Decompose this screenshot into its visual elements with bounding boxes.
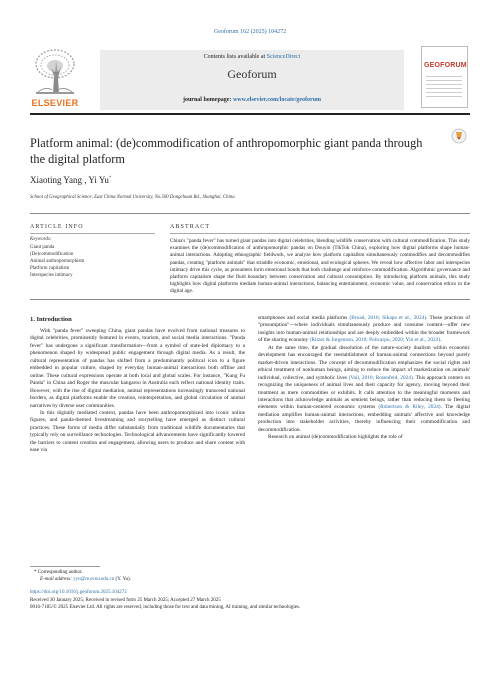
paragraph: Research on animal (de)commodification highlights the role of [268,434,403,441]
corresponding-author-note: * Corresponding author. [34,570,83,575]
footnote-rule [30,566,100,567]
body-column-right [258,315,470,442]
section-heading-introduction: 1. Introduction [30,316,72,323]
abstract-heading: ABSTRACT [170,224,211,230]
sciencedirect-link[interactable]: ScienceDirect [266,54,301,60]
citation-link[interactable]: (Ritzer & Jurgenson, 2010; Policarpo, 2020; Yin et al., 2023) [309,337,441,344]
affiliation: School of Geographical Science, East China Normal University, No.500 Dongchuan Rd., Shanghai, China [30,195,235,200]
article-title: Platform animal: (de)commodification of anthropomorphic giant panda through the digital platform [30,136,423,166]
paragraph: In this digitally mediated context, pandas have been anthropomorphized into iconic online figures, and panda-themed livestreaming and storytelling have emerged as distinct cultural practices. These forms of media differ substantially from traditional wildlife documentaries that typically rely on surveillance technologies. Technological advancements have significantly lowered the barriers to content creation and engagement, allowing users to produce and share content with ease via [30,409,245,454]
homepage-line: journal homepage: www.elsevier.com/locate/geoforum [182,97,322,103]
citation-link[interactable]: (Broad, 2016; Sikapa et al., 2024) [349,315,427,321]
email-link[interactable]: yyu@re.ecnu.edu.cn [73,577,115,582]
journal-title: Geoforum [227,67,277,81]
keywords-label: Keywords: [30,237,52,242]
keyword: Animal anthropomorphism [30,259,85,265]
journal-reference[interactable]: Geoforum 162 (2025) 104272 [213,29,287,35]
divider [30,299,470,300]
journal-homepage-link[interactable]: www.elsevier.com/locate/geoforum [232,97,322,103]
paragraph: With "panda fever" sweeping China, giant pandas have evolved from national treasures to digital celebrities, prominently featured in events, tourism, and social media interactions. "Panda fever" has undergone a significant transformation—from a symbol of state-led diplomacy to a phenomenon shaped by widespread public engagement through digital media. As a result, the cultural representation of pandas has shifted from a predominantly political icon to a figure embedded in popular culture, shaped by everyday human-animal interactions both offline and online. These cultural expressions operate at both local and global scales. For instance, "Kung Fu Panda" in China and Roger the muscular kangaroo in Australia each reflect national identity traits. However, with the rise of digital mediation, animal representations increasingly transcend national borders, as digital platforms enable the creation, reinterpretation, and global circulation of animal narratives by diverse user communities. [30,328,245,409]
elsevier-wordmark: ELSEVIER [31,98,79,108]
copyright-line: 0016-7185/© 2025 Elsevier Ltd. All rights are reserved, including those for text and data mining, AI training, and similar technologies. [30,605,301,610]
received-dates: Received 30 January 2025; Received in revised form 25 March 2025; Accepted 27 March 2025 [30,598,221,603]
keyword-list [30,244,84,279]
check-for-updates-icon[interactable] [451,128,467,144]
body-column-left [30,328,245,455]
cover-journal-name: GEOFORUM [424,62,467,69]
citation-link[interactable]: (Vail, 2010; Rosenfeld, 2024) [348,374,413,381]
corresponding-author-mark[interactable]: * [108,176,112,181]
email-note: E-mail address: yyu@re.ecnu.edu.cn (Y. Yu). [40,577,131,582]
contents-line: Contents lists available at ScienceDirect [203,54,301,60]
citation-link[interactable]: (Robertson & Riley, 2024) [378,404,441,411]
keyword: (De)commodification [30,252,74,258]
abstract-rule [170,233,470,234]
keyword: Interspecies intimacy [30,273,73,279]
article-info-rule [30,233,155,234]
article-info-heading: ARTICLE INFO [30,224,84,230]
cover-decoration [426,76,462,100]
keyword: Platform capitalism [30,266,70,272]
author-list[interactable]: Xiaoting Yang , Yi Yu* [30,175,112,185]
divider [30,213,470,214]
header-rule [30,113,470,115]
paragraph: At the same time, the gradual dissolution of the nature-society dualism within economic development has encouraged the reestablishment of human-animal connections beyond purely market-driven interactions. The concept of decommodification emphasizes the social rights and ethical treatment of nonhuman beings, aiming to reduce the impact of marketization on animals' individual, collective, and symbolic lives (Vail, 2010; Rosenfeld, 2024). This approach centers on recognizing the uniqueness of animal lives and their capacity for agency, moving beyond their treatment as mere commodities or exhibits. It calls attention to the meaningful moments and interactions that acknowledge animals as sentient beings, rather than reducing them to fleeting elements within human-centered economic systems (Robertson & Riley, 2024). The digital mediation amplifies human-animal interactions, embedding animals' affective and knowledge production into stakeholder activities, thereby influencing their commodification and decommodification. [258,344,470,433]
doi-link[interactable]: https://doi.org/10.1016/j.geoforum.2025.104272 [30,590,127,595]
keyword: Giant panda [30,245,55,250]
paragraph: smartphones and social media platforms (Broad, 2016; Sikapa et al., 2024). These practices of "prosumption"—where individuals simultaneously produce and consume content—offer new insights into human-animal relationships and are deeply embedded within the broader framework of the sharing economy (Ritzer & Jurgenson, 2010; Policarpo, 2020; Yin et al., 2023). [258,315,470,344]
abstract-text: China's "panda fever" has turned giant pandas into digital celebrities, blending wildlife conservation with cultural commodification. This study examines the (de)commodification of anthropomorphic pandas on Douyin (TikTok China), exploring how digital platforms shape human-animal interactions. Adopting ethnographic fieldwork, we analyze how platform capitalism simultaneously commodifies and decommodifies pandas, creating "platform animals" that straddle economic, emotional, and ecological spheres. We reveal how affective labor and interspecies intimacy drive this cycle, as prosumers form emotional bonds that both challenge and reinforce commodification. Algorithmic governance and platform capitalism shape the fluid boundary between conservation and cultural consumption. By introducing platform animals, this study highlights how digital platforms mediate human-animal interactions, balancing entertainment, economic value, and conservation ethics in the digital age. [170,238,470,295]
